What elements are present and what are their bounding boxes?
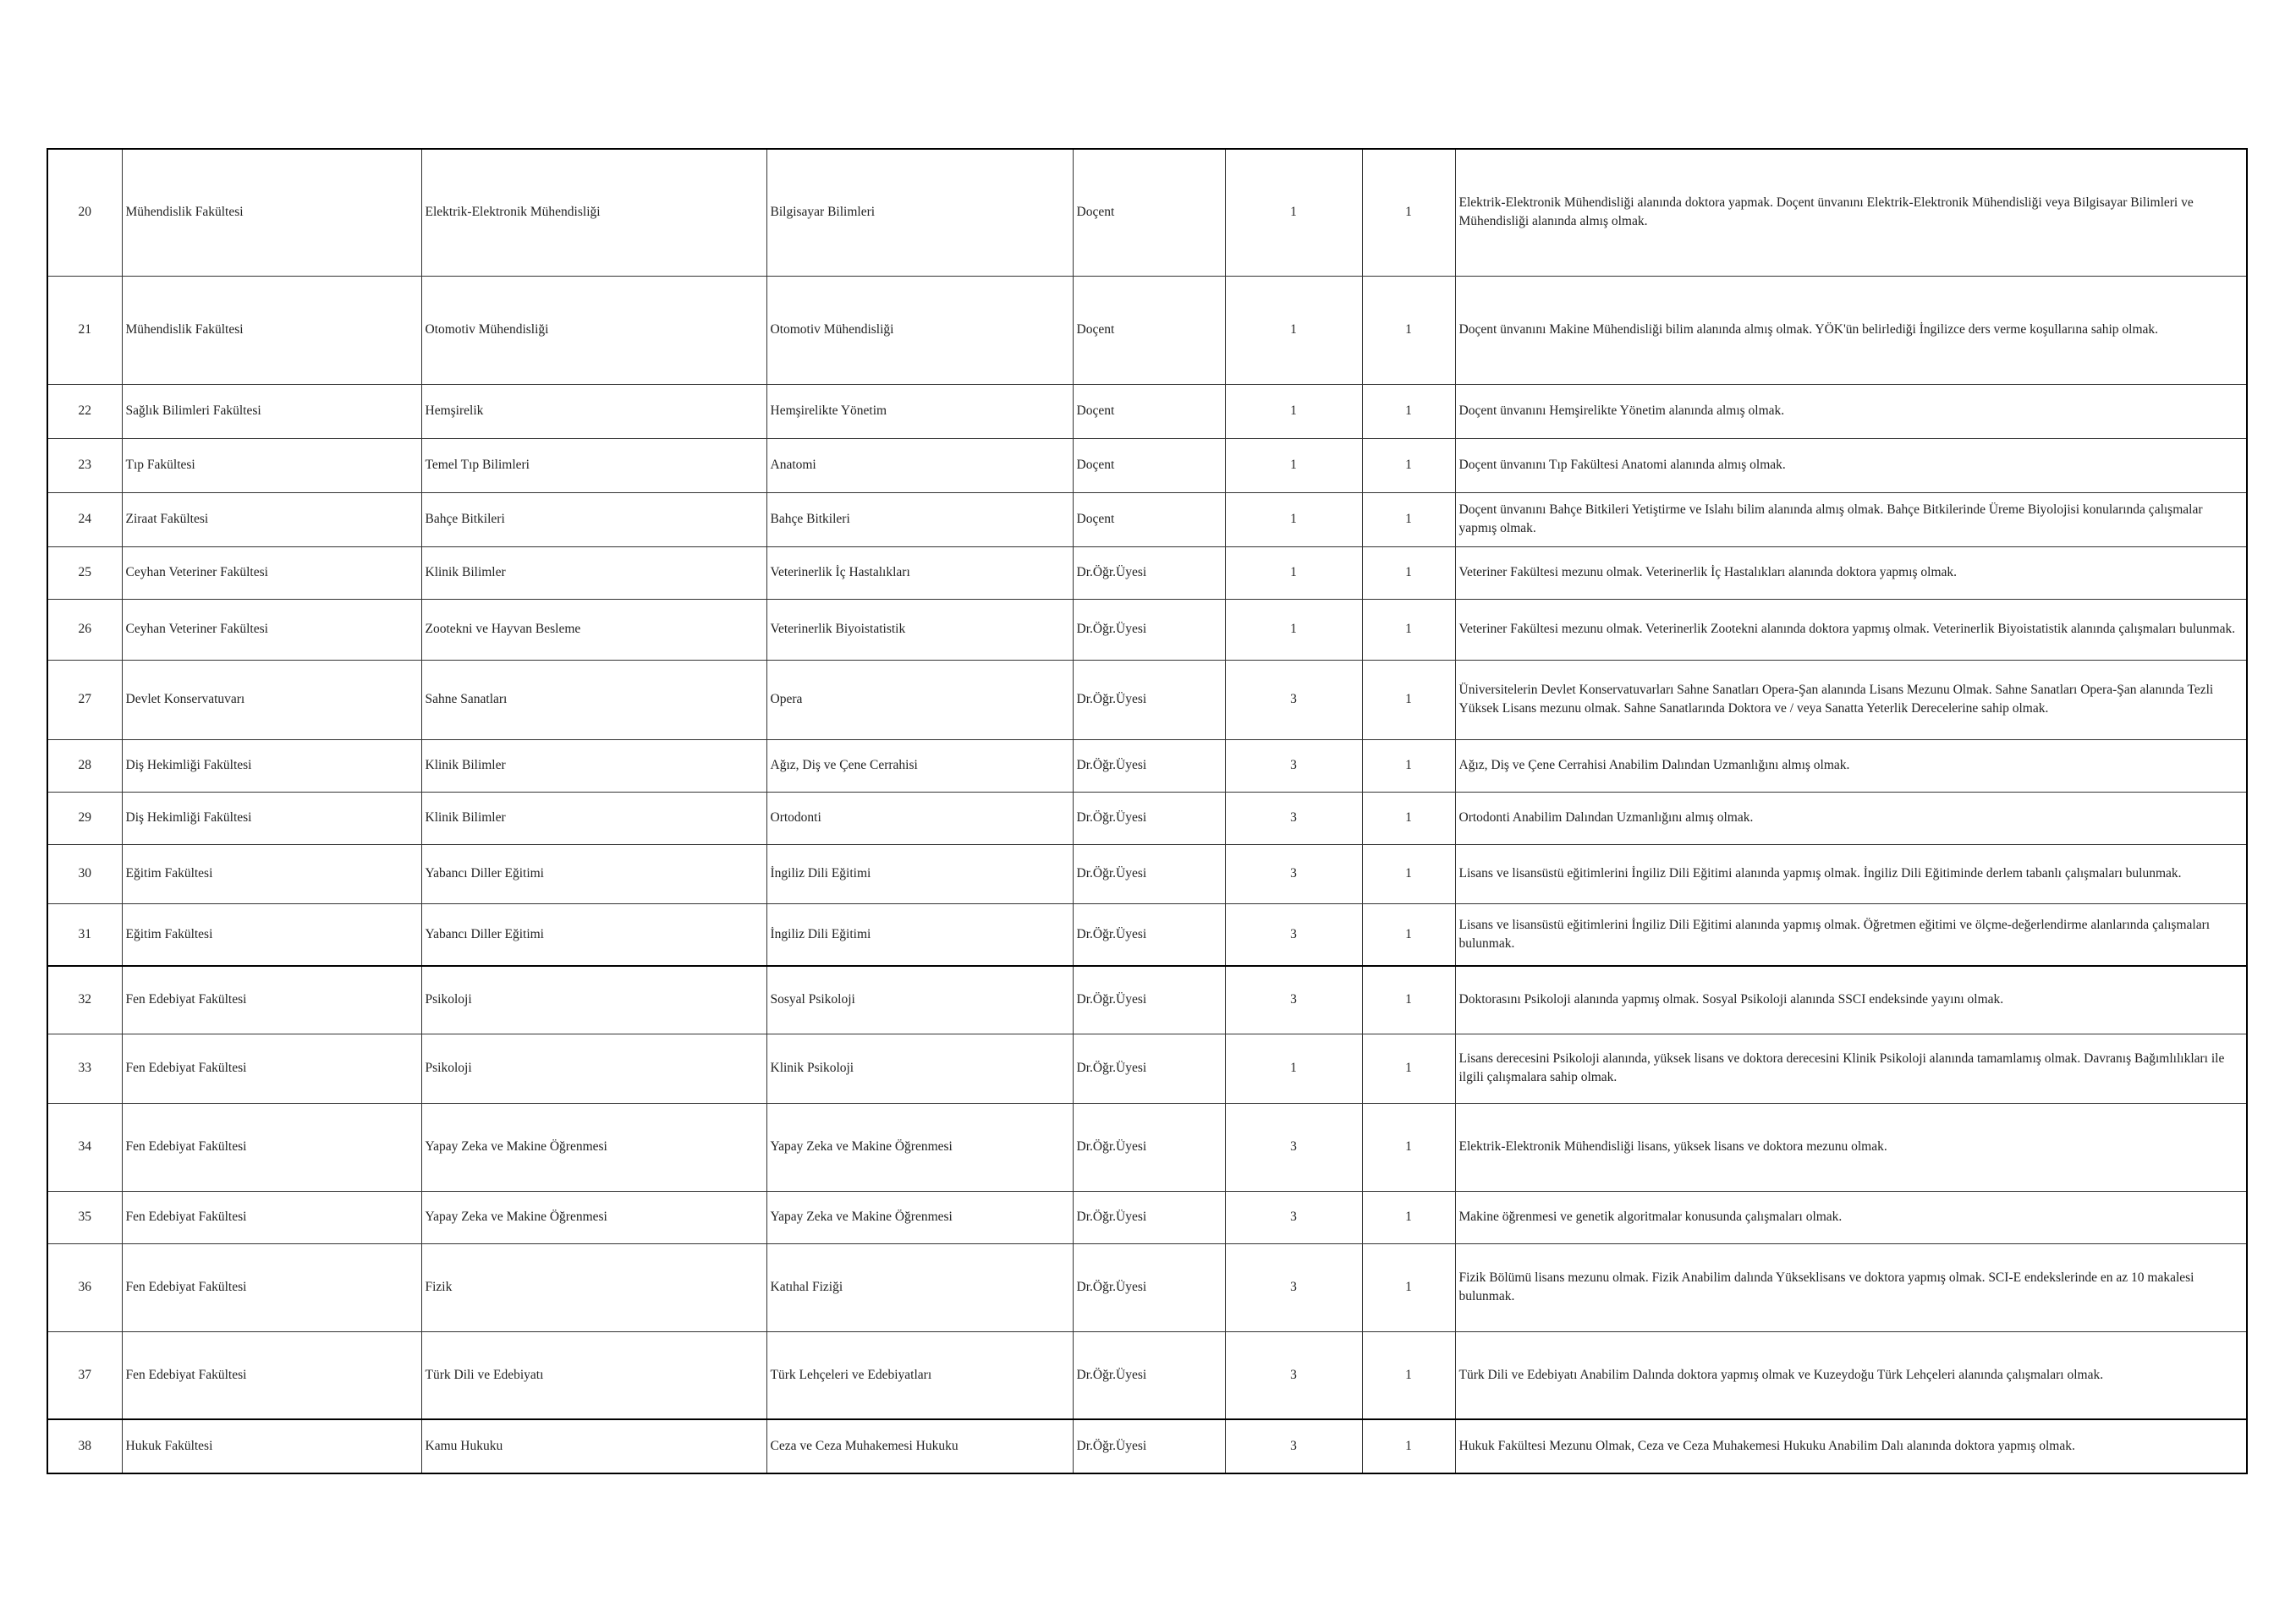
cell-count-2: 1: [1362, 844, 1455, 903]
cell-count: 1: [1225, 492, 1362, 546]
cell-program: Veterinerlik İç Hastalıkları: [766, 546, 1073, 599]
cell-department: Hemşirelik: [421, 384, 766, 438]
cell-faculty: Fen Edebiyat Fakültesi: [122, 1034, 421, 1103]
cell-faculty: Mühendislik Fakültesi: [122, 149, 421, 276]
cell-title: Dr.Öğr.Üyesi: [1073, 1243, 1225, 1331]
cell-title: Dr.Öğr.Üyesi: [1073, 1419, 1225, 1473]
cell-count: 3: [1225, 966, 1362, 1034]
table-row: [47, 384, 2247, 438]
cell-faculty: Mühendislik Fakültesi: [122, 276, 421, 384]
cell-no: 31: [47, 903, 122, 966]
cell-title: Dr.Öğr.Üyesi: [1073, 1103, 1225, 1191]
cell-title: Dr.Öğr.Üyesi: [1073, 660, 1225, 739]
cell-count-2: 1: [1362, 1191, 1455, 1243]
cell-program: Bilgisayar Bilimleri: [766, 149, 1073, 276]
cell-requirement: Doçent ünvanını Hemşirelikte Yönetim alanında almış olmak.: [1455, 384, 2247, 438]
table-row: [47, 276, 2247, 384]
cell-count-2: 1: [1362, 660, 1455, 739]
cell-count: 3: [1225, 844, 1362, 903]
cell-department: Klinik Bilimler: [421, 739, 766, 792]
table-row: [47, 149, 2247, 276]
cell-title: Dr.Öğr.Üyesi: [1073, 546, 1225, 599]
table-row: [47, 1331, 2247, 1419]
table-row: [47, 599, 2247, 660]
cell-count: 3: [1225, 660, 1362, 739]
table-row: [47, 903, 2247, 966]
cell-department: Yapay Zeka ve Makine Öğrenmesi: [421, 1191, 766, 1243]
cell-faculty: Fen Edebiyat Fakültesi: [122, 1103, 421, 1191]
table-row: [47, 1191, 2247, 1243]
cell-no: 34: [47, 1103, 122, 1191]
cell-department: Otomotiv Mühendisliği: [421, 276, 766, 384]
cell-requirement: Makine öğrenmesi ve genetik algoritmalar konusunda çalışmaları olmak.: [1455, 1191, 2247, 1243]
cell-count: 3: [1225, 903, 1362, 966]
cell-faculty: Sağlık Bilimleri Fakültesi: [122, 384, 421, 438]
cell-count-2: 1: [1362, 966, 1455, 1034]
cell-no: 25: [47, 546, 122, 599]
cell-no: 21: [47, 276, 122, 384]
cell-program: Yapay Zeka ve Makine Öğrenmesi: [766, 1191, 1073, 1243]
cell-department: Klinik Bilimler: [421, 546, 766, 599]
cell-no: 36: [47, 1243, 122, 1331]
cell-count-2: 1: [1362, 149, 1455, 276]
cell-title: Dr.Öğr.Üyesi: [1073, 599, 1225, 660]
cell-program: Otomotiv Mühendisliği: [766, 276, 1073, 384]
cell-department: Yapay Zeka ve Makine Öğrenmesi: [421, 1103, 766, 1191]
cell-count-2: 1: [1362, 792, 1455, 844]
cell-title: Doçent: [1073, 438, 1225, 492]
cell-department: Klinik Bilimler: [421, 792, 766, 844]
cell-count: 3: [1225, 1419, 1362, 1473]
cell-requirement: Üniversitelerin Devlet Konservatuvarları Sahne Sanatları Opera-Şan alanında Lisans Mezunu Olmak. Sahne Sanatları Opera-Şan alanında Tezli Yüksek Lisans mezunu olmak. Sahne Sanatlarında Doktora ve / veya Sanatta Yeterlik Derecelerine sahip olmak.: [1455, 660, 2247, 739]
cell-title: Dr.Öğr.Üyesi: [1073, 966, 1225, 1034]
cell-program: Yapay Zeka ve Makine Öğrenmesi: [766, 1103, 1073, 1191]
table-row: [47, 1419, 2247, 1473]
cell-program: İngiliz Dili Eğitimi: [766, 903, 1073, 966]
cell-requirement: Elektrik-Elektronik Mühendisliği alanında doktora yapmak. Doçent ünvanını Elektrik-Elektronik Mühendisliği veya Bilgisayar Bilimleri ve Mühendisliği alanında almış olmak.: [1455, 149, 2247, 276]
cell-no: 27: [47, 660, 122, 739]
cell-department: Yabancı Diller Eğitimi: [421, 844, 766, 903]
cell-no: 23: [47, 438, 122, 492]
cell-count-2: 1: [1362, 1034, 1455, 1103]
cell-program: Ağız, Diş ve Çene Cerrahisi: [766, 739, 1073, 792]
table-row: [47, 660, 2247, 739]
cell-faculty: Eğitim Fakültesi: [122, 844, 421, 903]
cell-faculty: Devlet Konservatuvarı: [122, 660, 421, 739]
cell-program: Sosyal Psikoloji: [766, 966, 1073, 1034]
cell-title: Dr.Öğr.Üyesi: [1073, 1331, 1225, 1419]
table-row: [47, 844, 2247, 903]
cell-count-2: 1: [1362, 384, 1455, 438]
cell-requirement: Türk Dili ve Edebiyatı Anabilim Dalında doktora yapmış olmak ve Kuzeydoğu Türk Lehçeleri alanında çalışmaları olmak.: [1455, 1331, 2247, 1419]
cell-program: Opera: [766, 660, 1073, 739]
cell-count: 1: [1225, 1034, 1362, 1103]
cell-no: 30: [47, 844, 122, 903]
cell-requirement: Elektrik-Elektronik Mühendisliği lisans, yüksek lisans ve doktora mezunu olmak.: [1455, 1103, 2247, 1191]
cell-title: Dr.Öğr.Üyesi: [1073, 844, 1225, 903]
cell-count: 1: [1225, 599, 1362, 660]
cell-count: 1: [1225, 149, 1362, 276]
cell-faculty: Tıp Fakültesi: [122, 438, 421, 492]
cell-program: Ortodonti: [766, 792, 1073, 844]
cell-requirement: Lisans ve lisansüstü eğitimlerini İngiliz Dili Eğitimi alanında yapmış olmak. İngiliz Dili Eğitiminde derlem tabanlı çalışmaları bulunmak.: [1455, 844, 2247, 903]
cell-no: 37: [47, 1331, 122, 1419]
cell-no: 28: [47, 739, 122, 792]
cell-title: Dr.Öğr.Üyesi: [1073, 1191, 1225, 1243]
cell-title: Dr.Öğr.Üyesi: [1073, 903, 1225, 966]
cell-title: Doçent: [1073, 149, 1225, 276]
cell-program: Türk Lehçeleri ve Edebiyatları: [766, 1331, 1073, 1419]
cell-no: 38: [47, 1419, 122, 1473]
cell-faculty: Fen Edebiyat Fakültesi: [122, 1331, 421, 1419]
table-row: [47, 1034, 2247, 1103]
cell-count: 3: [1225, 1331, 1362, 1419]
cell-count-2: 1: [1362, 438, 1455, 492]
table-row: [47, 546, 2247, 599]
cell-department: Kamu Hukuku: [421, 1419, 766, 1473]
cell-no: 32: [47, 966, 122, 1034]
cell-faculty: Hukuk Fakültesi: [122, 1419, 421, 1473]
cell-count-2: 1: [1362, 599, 1455, 660]
cell-title: Doçent: [1073, 492, 1225, 546]
cell-requirement: Doçent ünvanını Makine Mühendisliği bilim alanında almış olmak. YÖK'ün belirlediği İngilizce ders verme koşullarına sahip olmak.: [1455, 276, 2247, 384]
cell-title: Doçent: [1073, 384, 1225, 438]
cell-count-2: 1: [1362, 903, 1455, 966]
table-row: [47, 438, 2247, 492]
cell-count-2: 1: [1362, 1419, 1455, 1473]
cell-faculty: Fen Edebiyat Fakültesi: [122, 1191, 421, 1243]
table-row: [47, 1103, 2247, 1191]
cell-count: 1: [1225, 438, 1362, 492]
cell-count-2: 1: [1362, 1103, 1455, 1191]
cell-requirement: Ağız, Diş ve Çene Cerrahisi Anabilim Dalından Uzmanlığını almış olmak.: [1455, 739, 2247, 792]
cell-no: 24: [47, 492, 122, 546]
cell-count: 3: [1225, 1243, 1362, 1331]
cell-program: Klinik Psikoloji: [766, 1034, 1073, 1103]
table-body: [47, 149, 2247, 1473]
cell-program: Bahçe Bitkileri: [766, 492, 1073, 546]
cell-count: 1: [1225, 546, 1362, 599]
cell-department: Türk Dili ve Edebiyatı: [421, 1331, 766, 1419]
cell-program: Ceza ve Ceza Muhakemesi Hukuku: [766, 1419, 1073, 1473]
cell-count-2: 1: [1362, 276, 1455, 384]
cell-faculty: Ziraat Fakültesi: [122, 492, 421, 546]
cell-no: 26: [47, 599, 122, 660]
cell-count-2: 1: [1362, 546, 1455, 599]
cell-requirement: Doçent ünvanını Bahçe Bitkileri Yetiştirme ve Islahı bilim alanında almış olmak. Bahçe Bitkilerinde Üreme Biyolojisi konularında çalışmalar yapmış olmak.: [1455, 492, 2247, 546]
cell-department: Zootekni ve Hayvan Besleme: [421, 599, 766, 660]
cell-requirement: Veteriner Fakültesi mezunu olmak. Veterinerlik Zootekni alanında doktora yapmış olmak. Veterinerlik Biyoistatistik alanında çalışmaları bulunmak.: [1455, 599, 2247, 660]
cell-count: 3: [1225, 792, 1362, 844]
cell-requirement: Fizik Bölümü lisans mezunu olmak. Fizik Anabilim dalında Yükseklisans ve doktora yapmış olmak. SCI-E endekslerinde en az 10 makalesi bulunmak.: [1455, 1243, 2247, 1331]
cell-requirement: Lisans derecesini Psikoloji alanında, yüksek lisans ve doktora derecesini Klinik Psikoloji alanında tamamlamış olmak. Davranış Bağımlılıkları ile ilgili çalışmalara sahip olmak.: [1455, 1034, 2247, 1103]
table-row: [47, 792, 2247, 844]
cell-department: Sahne Sanatları: [421, 660, 766, 739]
cell-requirement: Doktorasını Psikoloji alanında yapmış olmak. Sosyal Psikoloji alanında SSCI endeksinde yayını olmak.: [1455, 966, 2247, 1034]
cell-faculty: Eğitim Fakültesi: [122, 903, 421, 966]
cell-count-2: 1: [1362, 1243, 1455, 1331]
cell-department: Temel Tıp Bilimleri: [421, 438, 766, 492]
cell-program: Anatomi: [766, 438, 1073, 492]
cell-title: Doçent: [1073, 276, 1225, 384]
table-row: [47, 1243, 2247, 1331]
cell-count-2: 1: [1362, 1331, 1455, 1419]
cell-requirement: Lisans ve lisansüstü eğitimlerini İngiliz Dili Eğitimi alanında yapmış olmak. Öğretmen eğitimi ve ölçme-değerlendirme alanlarında çalışmaları bulunmak.: [1455, 903, 2247, 966]
cell-requirement: Hukuk Fakültesi Mezunu Olmak, Ceza ve Ceza Muhakemesi Hukuku Anabilim Dalı alanında doktora yapmış olmak.: [1455, 1419, 2247, 1473]
cell-requirement: Ortodonti Anabilim Dalından Uzmanlığını almış olmak.: [1455, 792, 2247, 844]
cell-department: Fizik: [421, 1243, 766, 1331]
positions-table: [47, 148, 2248, 1474]
cell-title: Dr.Öğr.Üyesi: [1073, 1034, 1225, 1103]
cell-faculty: Fen Edebiyat Fakültesi: [122, 1243, 421, 1331]
cell-faculty: Ceyhan Veteriner Fakültesi: [122, 546, 421, 599]
cell-program: Katıhal Fiziği: [766, 1243, 1073, 1331]
table-row: [47, 966, 2247, 1034]
cell-count-2: 1: [1362, 492, 1455, 546]
cell-count: 1: [1225, 276, 1362, 384]
cell-faculty: Fen Edebiyat Fakültesi: [122, 966, 421, 1034]
cell-count: 3: [1225, 1103, 1362, 1191]
table-row: [47, 492, 2247, 546]
cell-count: 3: [1225, 739, 1362, 792]
cell-department: Elektrik-Elektronik Mühendisliği: [421, 149, 766, 276]
cell-no: 22: [47, 384, 122, 438]
table-row: [47, 739, 2247, 792]
cell-program: İngiliz Dili Eğitimi: [766, 844, 1073, 903]
cell-title: Dr.Öğr.Üyesi: [1073, 792, 1225, 844]
cell-title: Dr.Öğr.Üyesi: [1073, 739, 1225, 792]
cell-faculty: Diş Hekimliği Fakültesi: [122, 792, 421, 844]
cell-no: 33: [47, 1034, 122, 1103]
cell-program: Hemşirelikte Yönetim: [766, 384, 1073, 438]
cell-requirement: Doçent ünvanını Tıp Fakültesi Anatomi alanında almış olmak.: [1455, 438, 2247, 492]
cell-requirement: Veteriner Fakültesi mezunu olmak. Veterinerlik İç Hastalıkları alanında doktora yapmış olmak.: [1455, 546, 2247, 599]
cell-count: 3: [1225, 1191, 1362, 1243]
cell-department: Yabancı Diller Eğitimi: [421, 903, 766, 966]
cell-no: 29: [47, 792, 122, 844]
cell-faculty: Diş Hekimliği Fakültesi: [122, 739, 421, 792]
cell-department: Psikoloji: [421, 966, 766, 1034]
cell-count: 1: [1225, 384, 1362, 438]
cell-no: 35: [47, 1191, 122, 1243]
cell-no: 20: [47, 149, 122, 276]
cell-department: Bahçe Bitkileri: [421, 492, 766, 546]
cell-program: Veterinerlik Biyoistatistik: [766, 599, 1073, 660]
cell-count-2: 1: [1362, 739, 1455, 792]
cell-faculty: Ceyhan Veteriner Fakültesi: [122, 599, 421, 660]
cell-department: Psikoloji: [421, 1034, 766, 1103]
